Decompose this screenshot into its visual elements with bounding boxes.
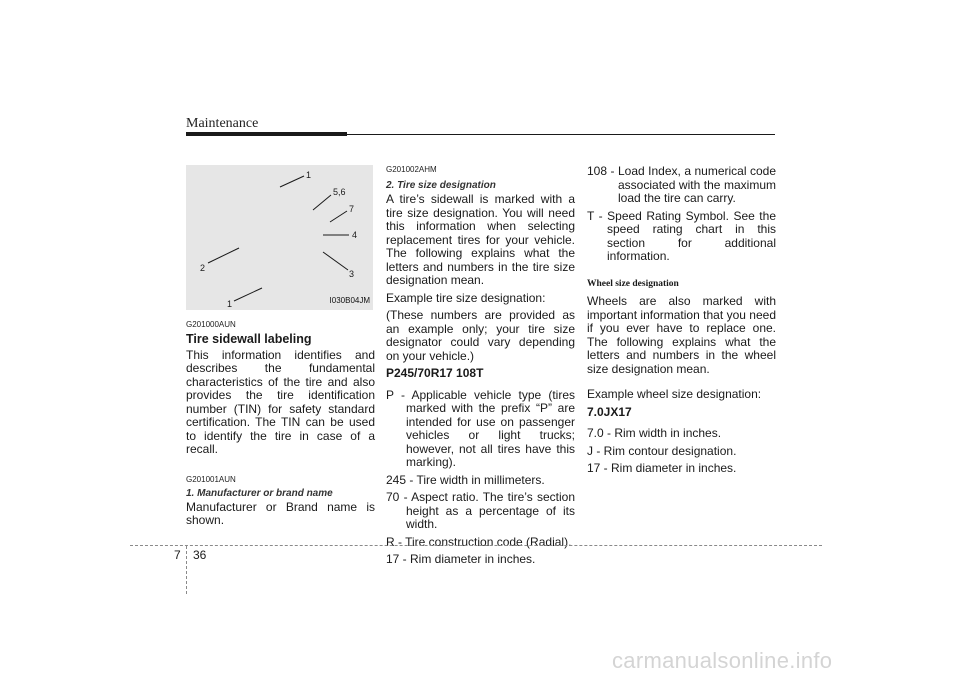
footer-rule — [130, 545, 822, 546]
leader-line-5-6 — [313, 195, 331, 210]
tire-size-example: P245/70R17 108T — [386, 366, 484, 380]
page-number: 36 — [193, 548, 207, 562]
paragraph: Example tire size designation: — [386, 290, 546, 305]
figure-code: I030B04JM — [329, 295, 370, 305]
figure-label: 1 — [227, 299, 233, 309]
paragraph: Manufacturer or Brand name is shown. — [186, 499, 375, 527]
figure-label: 1 — [306, 170, 312, 180]
figure-label: 7 — [349, 204, 355, 214]
definition-item: R - Tire construction code (Radial). — [386, 534, 572, 549]
tire-diagram — [186, 165, 373, 310]
chapter-number: 7 — [174, 548, 181, 562]
leader-line-1-top — [280, 176, 304, 187]
wheel-size-example: 7.0JX17 — [587, 404, 632, 419]
section-code: G201000AUN — [186, 320, 236, 329]
footer-vertical-rule — [186, 546, 187, 594]
section-code: G201002AHM — [386, 165, 437, 174]
leader-line-3 — [323, 252, 348, 270]
definition-item: T - Speed Rating Symbol. See the speed rating chart in this section for additional information. — [587, 208, 776, 263]
header-title: Maintenance — [186, 116, 259, 131]
paragraph: This information identifies and describes the fundamental characteristics of the tire and also provides the tire identification number (TIN) for safety standard certification. The TIN can be used to identify the tire in case of a recall. — [186, 347, 375, 456]
subsection-title: 1. Manufacturer or brand name — [186, 487, 333, 499]
leader-line-2 — [208, 248, 239, 263]
leader-line-7 — [330, 211, 347, 222]
definition-item: 245 - Tire width in millimeters. — [386, 472, 545, 487]
definition-item: 7.0 - Rim width in inches. — [587, 426, 722, 440]
figure-label: 4 — [352, 230, 358, 240]
section-heading: Wheel size designation — [587, 278, 679, 289]
subsection-title: 2. Tire size designation — [386, 180, 496, 191]
definition-item: 17 - Rim diameter in inches. — [386, 552, 536, 566]
header-rule-thin — [347, 134, 775, 135]
paragraph: Example wheel size designation: — [587, 387, 762, 401]
tire-sidewall-figure — [186, 165, 373, 310]
section-code: G201001AUN — [186, 474, 236, 484]
definition-item: 70 - Aspect ratio. The tire’s section height as a percentage of its width. — [386, 490, 575, 531]
section-title: Tire sidewall labeling — [186, 332, 312, 346]
definition-item: P - Applicable vehicle type (tires marked with the prefix “P” are intended for use on passenger vehicles or light trucks; however, not all tires have this marking). — [386, 387, 575, 469]
paragraph: Wheels are also marked with important information that you need if you ever have to replace one. The following explains what the letters and numbers in the wheel size designation mean. — [587, 294, 776, 376]
leader-line-1-bottom — [234, 288, 262, 301]
column-3 — [587, 165, 776, 480]
definition-item: J - Rim contour designation. — [587, 443, 737, 458]
header-rule-thick — [186, 132, 347, 136]
paragraph: (These numbers are provided as an example only; your tire size designator could vary depending on your vehicle.) — [386, 308, 575, 363]
figure-label: 3 — [349, 269, 355, 279]
paragraph: A tire’s sidewall is marked with a tire size designation. You will need this information when selecting replacement tires for your vehicle. The following explains what the letters and numbers in the tire size designation mean. — [386, 192, 575, 287]
column-1 — [186, 165, 375, 532]
definition-item: 108 - Load Index, a numerical code associated with the maximum load the tire can carry. — [587, 164, 776, 205]
figure-label: 5,6 — [333, 187, 346, 197]
figure-label: 2 — [200, 263, 206, 273]
column-2 — [386, 165, 575, 571]
definition-item: 17 - Rim diameter in inches. — [587, 461, 737, 475]
watermark: carmanualsonline.info — [612, 648, 833, 673]
